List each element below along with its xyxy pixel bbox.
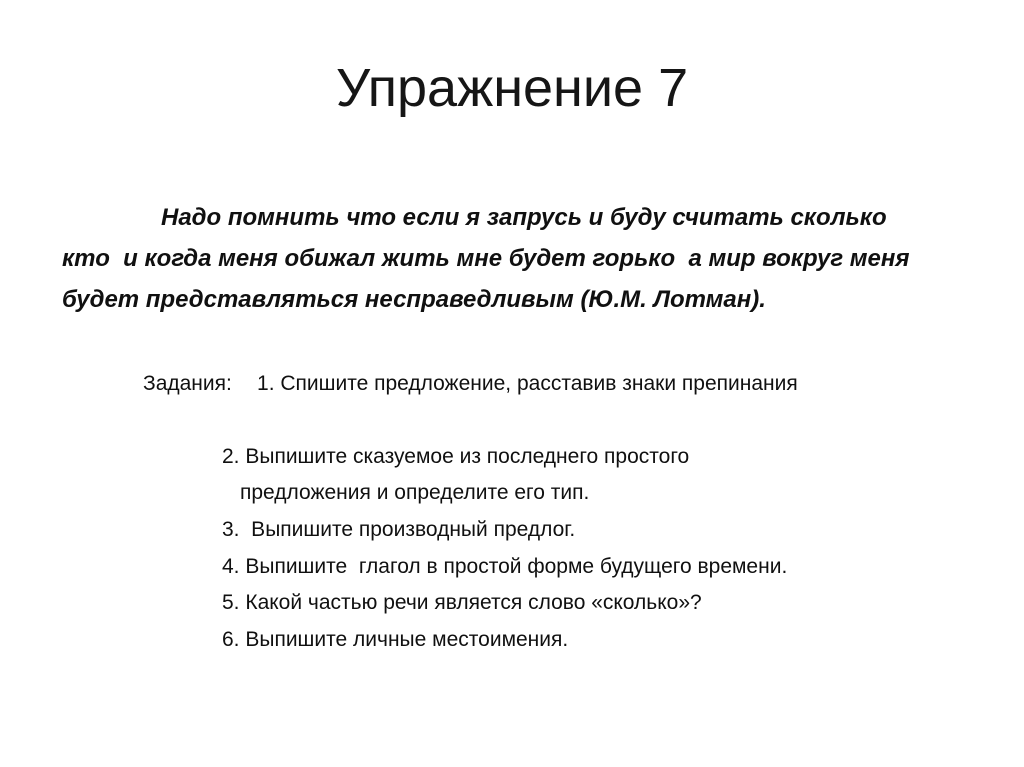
task-item-4: 4. Выпишите глагол в простой форме будущего времени. <box>222 554 788 578</box>
quote-line-2: кто и когда меня обижал жить мне будет горько а мир вокруг меня <box>62 245 910 272</box>
task-item-2-continuation: предложения и определите его тип. <box>240 481 590 505</box>
quote-line-3: будет представляться несправедливым (Ю.М. Лотман). <box>62 286 766 313</box>
task-row-1 <box>108 329 968 439</box>
task-item-5: 5. Какой частью речи является слово «сколько»? <box>222 591 702 615</box>
slide-title: Упражнение 7 <box>335 58 689 118</box>
task-item-1: 1. Спишите предложение, расставив знаки препинания <box>257 371 798 395</box>
task-item-3: 3. Выпишите производный предлог. <box>222 517 576 541</box>
task-item-2: 2. Выпишите сказуемое из последнего простого <box>222 444 690 468</box>
task-item-6: 6. Выпишите личные местоимения. <box>222 627 569 651</box>
tasks-list <box>108 329 968 658</box>
quote-paragraph <box>62 197 972 320</box>
quote-line-1: Надо помнить что если я запрусь и буду считать сколько <box>161 204 887 231</box>
tasks-label: Задания: <box>143 371 232 395</box>
